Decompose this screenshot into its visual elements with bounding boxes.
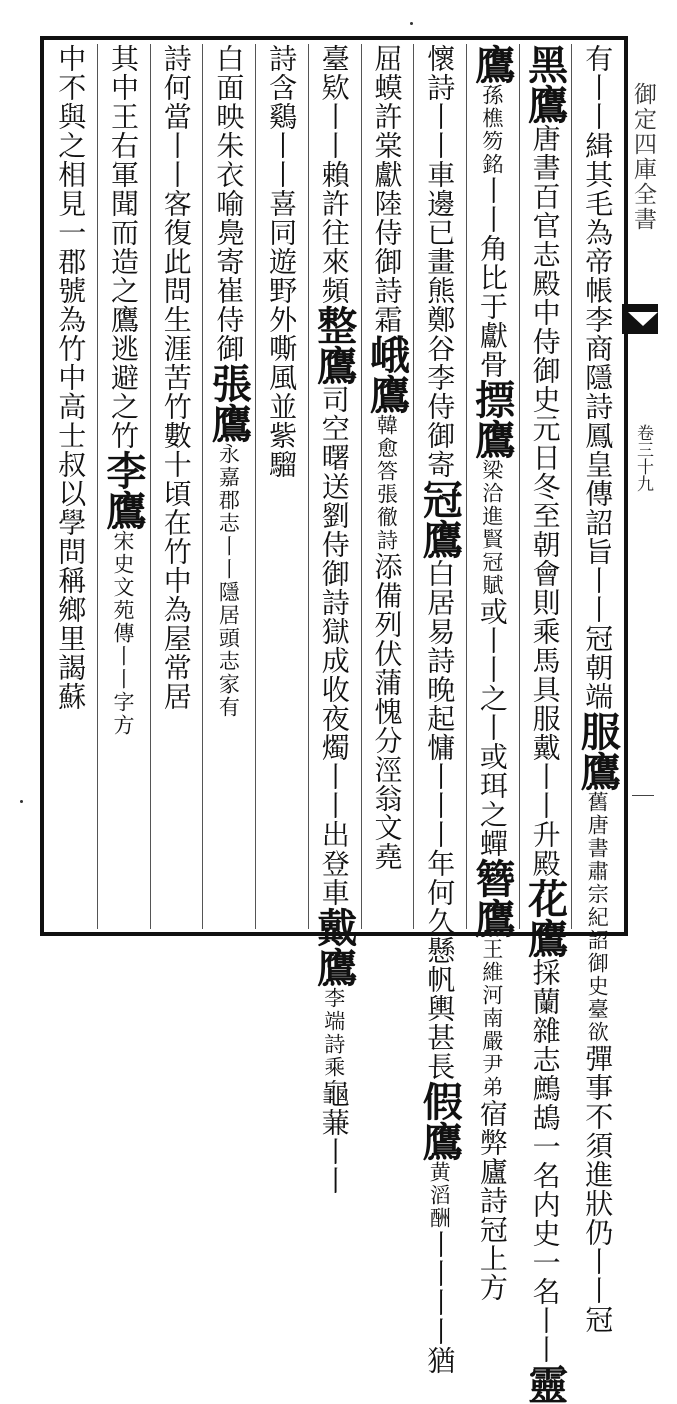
- body-text: 司空曙送劉侍御詩獄: [317, 385, 351, 646]
- body-text: 或丨丨之丨或珥之蟬: [475, 597, 509, 858]
- source-citation: 黄滔酬: [427, 1161, 452, 1230]
- headword: 摽鷹: [468, 379, 516, 459]
- column-rule: [202, 44, 203, 929]
- ink-speck: [410, 22, 413, 25]
- text-column: [310, 44, 358, 1195]
- text-column: [521, 44, 569, 1404]
- column-rule: [150, 44, 151, 929]
- body-text: 龜蒹丨丨: [317, 1079, 351, 1195]
- body-text: 詩含鷄丨丨喜同遊: [265, 44, 299, 276]
- body-text: 其中王右軍聞而造之鷹逃避之竹: [107, 44, 140, 450]
- text-column: [574, 44, 622, 1334]
- headword: 整鷹: [310, 305, 358, 385]
- source-citation: 孫樵笏銘: [479, 84, 504, 176]
- headword: 張鷹: [205, 363, 253, 443]
- column-rule: [255, 44, 256, 929]
- body-text: 苦竹數十頃在竹中為屋常居: [159, 363, 193, 711]
- headword: 戴鷹: [310, 907, 358, 987]
- body-text: 有丨丨緝其毛為帝帳李商隱: [581, 44, 615, 392]
- text-columns: [44, 44, 624, 1404]
- body-text: 中不與之相見一郡號為竹中高士: [54, 44, 88, 450]
- body-text: 唐書百官志殿中侍御史元日冬: [528, 124, 562, 501]
- text-column: [50, 44, 91, 929]
- headword: 峨鷹: [363, 334, 411, 414]
- body-text: 鳳皇傳詔旨丨丨冠朝端: [581, 421, 615, 711]
- body-text: 丨丨丨年何久懸帆輿甚長: [423, 762, 457, 1081]
- column-rule: [361, 44, 362, 929]
- source-citation: 李端詩乘: [321, 987, 346, 1079]
- ink-speck: [20, 800, 23, 803]
- body-text: 詩何當丨丨客復此問生涯: [159, 44, 193, 363]
- column-rule: [519, 44, 520, 929]
- headword: 靈: [521, 1364, 569, 1404]
- column-rule: [308, 44, 309, 929]
- fishtail-notch: [628, 312, 658, 326]
- headword: 花鷹: [521, 878, 569, 958]
- headword: 李鷹: [100, 450, 147, 530]
- body-text: 懷詩丨丨車邊已畫熊鄭谷李侍御寄: [423, 44, 457, 479]
- body-text: 臺欵丨丨賴許往來頻: [317, 44, 351, 305]
- book-title: 御定四庫全書: [630, 82, 656, 232]
- text-column: [363, 44, 411, 929]
- column-rule: [413, 44, 414, 929]
- source-citation: 王維河南嚴尹弟: [479, 938, 504, 1099]
- text-column: [416, 44, 464, 1375]
- text-column: [261, 44, 302, 929]
- body-text: 採蘭雜志鷓鴣一: [528, 958, 562, 1161]
- source-citation: 韓愈答張徹詩: [374, 414, 399, 552]
- text-column: [205, 44, 253, 929]
- body-text: 丨丨角比于獻骨: [475, 176, 509, 379]
- body-text: 丨丨: [423, 1230, 457, 1288]
- body-text: 丨丨猶: [423, 1288, 457, 1375]
- body-text: 白面映朱衣喻鳧寄崔侍御: [212, 44, 246, 363]
- juan-number: 卷三十九: [633, 424, 653, 492]
- headword: 黑鷹: [521, 44, 569, 124]
- column-rule: [97, 44, 98, 929]
- headword: 假鷹: [416, 1081, 464, 1161]
- body-text: 名内史一名丨丨: [528, 1161, 562, 1364]
- body-text: 野外嘶風並紫騮: [265, 276, 299, 479]
- body-text: 宿弊廬詩冠上方: [475, 1099, 509, 1302]
- text-column: [100, 44, 147, 929]
- source-citation: 永嘉郡志丨丨隱居頭志家有: [216, 443, 241, 719]
- text-column: [156, 44, 197, 929]
- body-text: 添: [370, 552, 404, 581]
- body-text: 白居易詩晚起慵: [423, 559, 457, 762]
- body-text: 彈事不須進狀仍丨丨冠: [581, 1044, 615, 1334]
- body-text: 備列伏蒲愧分涇: [370, 581, 404, 784]
- body-text: 叔以學問稱鄉里謁蘇: [54, 450, 88, 711]
- source-citation: 梁洽進賢冠賦: [479, 459, 504, 597]
- headword: 鷹: [468, 44, 516, 84]
- column-rule: [466, 44, 467, 929]
- headword: 服鷹: [574, 711, 622, 791]
- headword: 簪鷹: [468, 858, 516, 938]
- text-column: [468, 44, 516, 1302]
- body-text: 翁文堯: [370, 784, 404, 871]
- headword: 冠鷹: [416, 479, 464, 559]
- body-text: 詩: [581, 392, 615, 421]
- body-text: 至朝會則乘馬具服戴丨丨升殿: [528, 501, 562, 878]
- source-citation: 舊唐書肅宗紀詔御史臺欲: [585, 791, 610, 1044]
- source-citation: 宋史文苑傳丨丨字方: [111, 530, 135, 737]
- body-text: 成收夜燭丨丨出登車: [317, 646, 351, 907]
- column-rule: [571, 44, 572, 929]
- body-text: 屈蟆許棠獻陸侍御詩霜: [370, 44, 404, 334]
- margin-divider: [632, 795, 654, 796]
